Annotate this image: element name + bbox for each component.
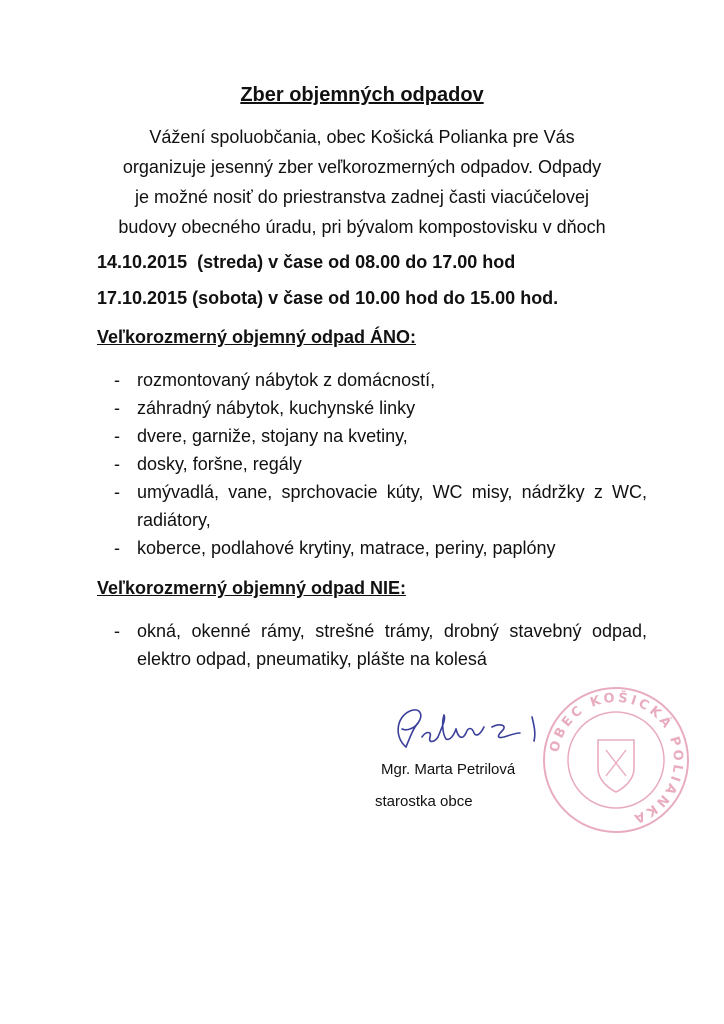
no-list: [97, 617, 647, 673]
no-heading: Veľkorozmerný objemný odpad NIE:: [97, 578, 406, 598]
yes-list: [97, 366, 647, 562]
collection-date-2: 17.10.2015 (sobota) v čase od 10.00 hod do 15.00 hod.: [97, 288, 559, 308]
dash-bullet: -: [114, 426, 120, 446]
dash-bullet: -: [114, 370, 120, 390]
dash-bullet: -: [114, 454, 120, 474]
document-title: Zber objemných odpadov: [240, 84, 484, 106]
dash-bullet: -: [114, 398, 120, 418]
intro-line: budovy obecného úradu, pri bývalom kompostovisku v dňoch: [118, 217, 606, 237]
intro-line: Vážení spoluobčania, obec Košická Polianka pre Vás: [149, 127, 575, 147]
dash-bullet: -: [114, 538, 120, 558]
signature-image: [384, 697, 554, 761]
list-item: - umývadlá, vane, sprchovacie kúty, WC misy, nádržky z WC, radiátory,: [97, 478, 647, 534]
list-item: - dvere, garniže, stojany na kvetiny,: [97, 422, 647, 450]
official-stamp: [536, 680, 696, 840]
intro-line: je možné nosiť do priestranstva zadnej časti viacúčelovej: [135, 187, 589, 207]
stamp-text: OBEC KOŠICKÁ POLIANKA: [547, 690, 686, 827]
dash-bullet: -: [114, 482, 120, 502]
intro-line: organizuje jesenný zber veľkorozmerných odpadov. Odpady: [122, 157, 602, 177]
list-item: - dosky, foršne, regály: [97, 450, 647, 478]
dash-bullet: -: [114, 621, 120, 641]
list-item: - rozmontovaný nábytok z domácností,: [97, 366, 647, 394]
yes-heading: Veľkorozmerný objemný odpad ÁNO:: [97, 327, 416, 347]
collection-date-1: 14.10.2015 (streda) v čase od 08.00 do 17.00 hod: [97, 252, 516, 272]
signer-role: starostka obce: [375, 793, 473, 810]
signer-name: Mgr. Marta Petrilová: [381, 761, 516, 778]
intro-paragraph: [60, 122, 664, 242]
list-item: - koberce, podlahové krytiny, matrace, periny, paplóny: [97, 534, 647, 562]
list-item: - okná, okenné rámy, strešné trámy, drobný stavebný odpad, elektro odpad, pneumatiky, plášte na kolesá: [97, 617, 647, 673]
list-item: - záhradný nábytok, kuchynské linky: [97, 394, 647, 422]
